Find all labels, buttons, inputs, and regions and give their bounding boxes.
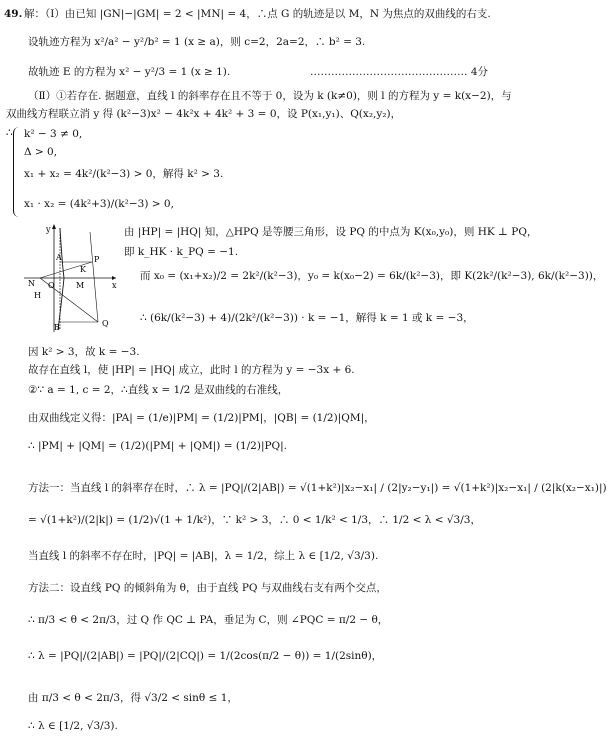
part2-line2: 双曲线方程联立消 y 得 (k²−3)x² − 4k²x + 4k² + 3 = 0，设 P(x₁,y₁)、Q(x₂,y₂)，	[6, 108, 402, 120]
label-h: H	[34, 291, 41, 300]
y-axis-arrow	[52, 224, 56, 229]
hyperbola-branch	[58, 228, 64, 330]
method2-line2: ∴ π/3 < θ < 2π/3，过 Q 作 QC ⊥ PA，垂足为 C，则 ∠PQC = π/2 − θ，	[28, 614, 389, 626]
label-m: M	[76, 281, 85, 290]
isosceles-line: 由 |HP| = |HQ| 知，△HPQ 是等腰三角形，设 PQ 的中点为 K(x₀,y₀)，则 HK ⊥ PQ，	[124, 226, 538, 238]
method1-line3: 当直线 l 的斜率不存在时，|PQ| = |AB|，λ = 1/2，综上 λ ∈ [1/2, √3/3).	[28, 550, 379, 562]
label-o: O	[48, 281, 55, 290]
x-axis-arrow	[112, 276, 116, 280]
part2-line1: （Ⅱ）①若存在. 据题意，直线 l 的斜率存在且不等于 0，设为 k (k≠0)，则 l 的方程为 y = k(x−2)，与	[28, 90, 512, 102]
line-pq	[90, 232, 98, 322]
hyperbola-definition: 由双曲线定义得：|PA| = (1/e)|PM| = (1/2)|PM|，|QB| = (1/2)|QM|，	[28, 412, 375, 424]
method1-line2: = √(1+k²)/(2|k|) = (1/2)√(1 + 1/k²)，∵ k² > 3，∴ 0 < 1/k² < 1/3，∴ 1/2 < λ < √3/3，	[28, 514, 481, 526]
label-y: y	[46, 225, 51, 234]
problem-number: 49.	[4, 8, 23, 20]
hyperbola-figure	[20, 222, 120, 334]
system-eq-4: x₁ · x₂ = (4k²+3)/(k²−3) > 0,	[24, 198, 174, 210]
system-eq-1: k² − 3 ≠ 0,	[24, 128, 83, 140]
label-q: Q	[102, 319, 109, 328]
distance-sum: ∴ |PM| + |QM| = (1/2)(|PM| + |QM|) = (1/2)|PQ|.	[28, 440, 288, 452]
label-p: P	[94, 255, 100, 264]
system-brace	[13, 127, 20, 217]
line-exists: 故存在直线 l，使 |HP| = |HQ| 成立，此时 l 的方程为 y = −3x + 6.	[28, 364, 355, 376]
label-k: K	[80, 265, 86, 274]
part1-score: ……………………………………… 4分	[310, 66, 489, 78]
therefore-sign: ∴	[6, 127, 13, 139]
part1-header: 解：（Ⅰ）由已知 |GN|−|GM| = 2 < |MN| = 4，∴点 G 的轨迹是以 M，N 为焦点的双曲线的右支.	[24, 8, 491, 20]
label-x: x	[112, 281, 117, 290]
label-n: N	[28, 279, 35, 288]
method2-line4: 由 π/3 < θ < 2π/3，得 √3/2 < sinθ ≤ 1，	[28, 692, 238, 704]
method1-line1: 方法一：当直线 l 的斜率存在时，∴ λ = |PQ|/(2|AB|) = √(1+k²)|x₂−x₁| / (2|y₂−y₁|) = √(1+k²)|x₂−x₁| / (2|k(x₂−x₁)|)	[28, 482, 607, 494]
label-a: A	[56, 253, 62, 262]
part1-line2: 设轨迹方程为 x²/a² − y²/b² = 1 (x ≥ a)，则 c=2，2a=2，∴ b² = 3.	[28, 36, 366, 48]
system-eq-2: Δ > 0,	[24, 146, 58, 158]
method2-line3: ∴ λ = |PQ|/(2|AB|) = |PQ|/(2|CQ|) = 1/(2cos(π/2 − θ)) = 1/(2sinθ)，	[28, 650, 383, 662]
part1-line3: 故轨迹 E 的方程为 x² − y²/3 = 1 (x ≥ 1).	[28, 66, 231, 78]
midpoint-line: 而 x₀ = (x₁+x₂)/2 = 2k²/(k²−3)，y₀ = k(x₀−2) = 6k/(k²−3)，即 K(2k²/(k²−3), 6k/(k²−3))，	[140, 270, 604, 282]
method2-line5: ∴ λ ∈ [1/2, √3/3).	[28, 720, 118, 732]
k-conclusion: 因 k² > 3，故 k = −3.	[28, 346, 140, 358]
label-b: B	[54, 323, 60, 332]
method2-line1: 方法二：设直线 PQ 的倾斜角为 θ，由于直线 PQ 与双曲线右支有两个交点，	[28, 582, 387, 594]
slope-product-line: 即 k_HK · k_PQ = −1.	[124, 246, 239, 258]
system-eq-3: x₁ + x₂ = 4k²/(k²−3) > 0，解得 k² > 3.	[24, 168, 224, 180]
solve-k-line: ∴ (6k/(k²−3) + 4)/(2k²/(k²−3)) · k = −1，解得 k = 1 或 k = −3，	[140, 312, 474, 324]
directrix-statement: ②∵ a = 1, c = 2，∴直线 x = 1/2 是双曲线的右准线，	[28, 384, 289, 396]
